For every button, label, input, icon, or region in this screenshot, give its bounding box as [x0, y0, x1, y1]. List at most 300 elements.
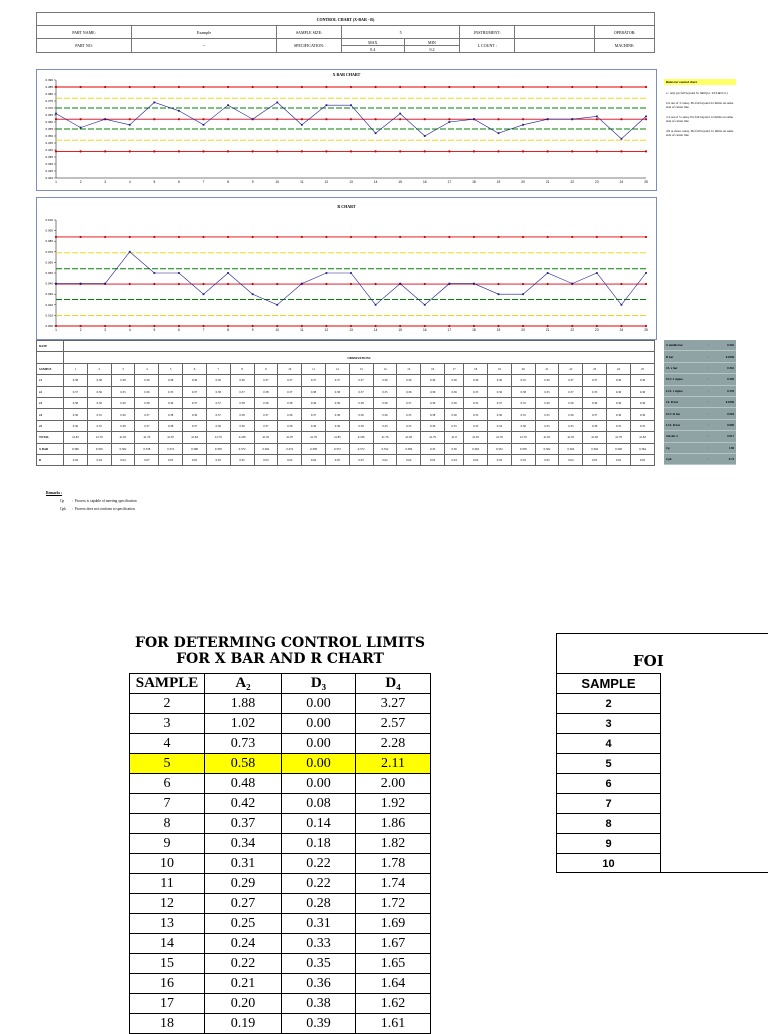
lcl-3sigma-line-marker	[399, 150, 401, 152]
table-cell[interactable]: 0.38	[64, 375, 88, 386]
constants-cell: 1.92	[356, 794, 431, 814]
table-cell[interactable]: 0.36	[535, 397, 559, 408]
table-cell[interactable]: 0.35	[87, 409, 111, 420]
ucl-3sigma-line-marker	[497, 236, 499, 238]
x-tick-label: 17	[447, 180, 452, 184]
center-line-marker	[350, 283, 352, 285]
table-cell[interactable]: 0.36	[64, 409, 88, 420]
stat-value: 0.0396	[716, 396, 736, 407]
stat-value: 0.385	[716, 374, 736, 385]
table-cell: 0.04	[111, 454, 135, 465]
data-point	[375, 132, 377, 134]
cpk-remark-text: Process does not conform to specification	[74, 507, 135, 511]
table-cell[interactable]: 0.36	[559, 397, 583, 408]
lcl-3sigma-line-marker	[547, 325, 549, 327]
table-cell[interactable]: 0.35	[373, 386, 397, 397]
table-cell[interactable]: 0.39	[630, 375, 654, 386]
sample-number: 14	[373, 363, 397, 374]
part-name-value[interactable]: Example	[132, 26, 277, 39]
y-tick-label: 0.010	[45, 313, 53, 318]
instrument-value[interactable]	[515, 26, 595, 39]
sample-number: 12	[325, 363, 349, 374]
table-cell[interactable]: 0.38	[230, 397, 254, 408]
constants-cell: 12	[130, 894, 205, 914]
sample-size-value[interactable]: 5	[342, 26, 460, 39]
ucl-3sigma-line-marker	[571, 86, 573, 88]
lcl-3sigma-line-marker	[448, 150, 450, 152]
stat-row: LCL R bar : 0.000	[664, 419, 736, 430]
stat-row: CL x bar : 0.362	[664, 362, 736, 373]
date-row[interactable]	[64, 341, 655, 352]
table-cell: 41.81	[535, 432, 559, 443]
x-tick-label: 2	[79, 328, 82, 332]
center-line-marker	[178, 283, 180, 285]
ucl-3sigma-line-marker	[301, 236, 303, 238]
ucl-3sigma-line-marker	[301, 86, 303, 88]
lcl-3sigma-line-marker	[153, 325, 155, 327]
x-tick-label: 22	[570, 180, 575, 184]
table-cell[interactable]: 0.38	[349, 397, 373, 408]
table-cell[interactable]: 0.36	[421, 397, 445, 408]
table-cell[interactable]: 0.36	[87, 386, 111, 397]
stat-value: 0.000	[716, 419, 736, 430]
data-point	[276, 102, 278, 104]
table-cell[interactable]: 0.36	[135, 386, 159, 397]
table-cell[interactable]: 0.37	[559, 386, 583, 397]
data-point	[621, 304, 623, 306]
table-cell[interactable]: 0.36	[373, 397, 397, 408]
table-cell[interactable]: 0.36	[302, 397, 326, 408]
table-cell[interactable]: 0.36	[206, 420, 230, 431]
table-cell[interactable]: 0.38	[230, 409, 254, 420]
constants-cell: 1.74	[356, 874, 431, 894]
partial-cell: 7	[557, 794, 661, 814]
table-cell[interactable]: 0.37	[230, 386, 254, 397]
constants-cell: 2.00	[356, 774, 431, 794]
table-row	[557, 774, 661, 794]
lcl-3sigma-line-marker	[202, 150, 204, 152]
table-cell[interactable]: 0.37	[183, 420, 207, 431]
table-cell[interactable]: 0.36	[373, 409, 397, 420]
center-line-marker	[301, 118, 303, 120]
table-cell[interactable]: 0.35	[559, 420, 583, 431]
constants-cell: 1.78	[356, 854, 431, 874]
table-cell[interactable]: 0.35	[511, 375, 535, 386]
lcl-3sigma-line-marker	[129, 325, 131, 327]
x-tick-label: 13	[349, 180, 353, 184]
x-tick-label: 24	[619, 328, 624, 332]
table-row	[130, 954, 431, 974]
table-cell[interactable]: 0.35	[464, 409, 488, 420]
lcl-3sigma-line-marker	[227, 325, 229, 327]
table-cell[interactable]: 0.35	[445, 420, 464, 431]
table-cell[interactable]: 0.36	[488, 409, 512, 420]
stat-row: UCL R bar : 0.084	[664, 408, 736, 419]
table-cell: 0.358	[302, 443, 326, 454]
table-cell[interactable]: 0.36	[159, 397, 183, 408]
table-row	[130, 894, 431, 914]
table-cell[interactable]: 0.36	[607, 397, 631, 408]
table-cell[interactable]: 0.36	[607, 375, 631, 386]
x-tick-label: 6	[178, 180, 180, 184]
sample-number: 3	[111, 363, 135, 374]
y-tick-label: 0.380	[45, 92, 53, 96]
row-label: TOTAL	[37, 432, 64, 443]
table-cell[interactable]: 0.38	[206, 386, 230, 397]
table-cell[interactable]: 0.37	[488, 397, 512, 408]
sample-number: 18	[464, 363, 488, 374]
data-point	[104, 118, 106, 120]
partial-cell: 9	[557, 834, 661, 854]
table-cell[interactable]: 0.37	[206, 409, 230, 420]
table-cell: 0.372	[349, 443, 373, 454]
table-cell: 0.362	[464, 443, 488, 454]
data-point	[596, 272, 598, 274]
lcl-3sigma-line-marker	[571, 325, 573, 327]
table-cell[interactable]: 0.36	[278, 409, 302, 420]
table-cell[interactable]: 0.37	[397, 397, 421, 408]
table-cell: 41.79	[421, 432, 445, 443]
table-cell[interactable]: 0.37	[254, 409, 278, 420]
table-cell[interactable]: 0.35	[373, 420, 397, 431]
table-cell[interactable]: 0.38	[159, 420, 183, 431]
stat-label: LCL R bar	[664, 419, 706, 430]
x-tick-label: 16	[422, 180, 427, 184]
y-tick-label: 0.030	[45, 292, 53, 297]
table-cell[interactable]: 0.39	[583, 397, 607, 408]
table-cell[interactable]: 0.36	[64, 420, 88, 431]
constants-cell: 0.38	[282, 994, 356, 1014]
table-cell[interactable]: 0.36	[421, 375, 445, 386]
table-cell[interactable]: 0.35	[464, 420, 488, 431]
table-cell[interactable]: 0.35	[535, 409, 559, 420]
table-cell[interactable]: 0.38	[159, 375, 183, 386]
table-cell[interactable]: 0.37	[302, 409, 326, 420]
x-tick-label: 13	[349, 328, 353, 332]
table-row	[130, 734, 431, 754]
table-cell[interactable]: 0.38	[64, 397, 88, 408]
data-point	[547, 272, 549, 274]
constants-cell: 13	[130, 914, 205, 934]
r-chart	[37, 198, 656, 339]
center-line-marker	[424, 118, 426, 120]
table-cell[interactable]: 0.35	[87, 420, 111, 431]
table-cell[interactable]: 0.36	[445, 375, 464, 386]
lcl-3sigma-line-marker	[301, 325, 303, 327]
table-cell[interactable]: 0.36	[87, 397, 111, 408]
x-tick-label: 10	[275, 328, 280, 332]
table-cell[interactable]: 0.36	[488, 375, 512, 386]
table-cell[interactable]: 0.37	[135, 420, 159, 431]
constants-cell: 0.34	[205, 834, 282, 854]
table-cell[interactable]: 0.36	[630, 386, 654, 397]
data-point	[473, 118, 475, 120]
table-cell[interactable]: 0.36	[421, 420, 445, 431]
table-cell[interactable]: 0.36	[135, 375, 159, 386]
table-cell[interactable]: 0.38	[135, 397, 159, 408]
table-cell: 41.76	[488, 432, 512, 443]
table-cell[interactable]: 0.34	[488, 420, 512, 431]
table-cell[interactable]: 0.35	[111, 386, 135, 397]
center-line-marker	[645, 283, 647, 285]
ucl-3sigma-line-marker	[55, 86, 57, 88]
stat-row: Std dev σ : 0.017	[664, 431, 736, 442]
sample-number: 23	[583, 363, 607, 374]
table-row	[557, 814, 661, 834]
table-cell[interactable]: 0.38	[325, 409, 349, 420]
sample-number: 13	[349, 363, 373, 374]
remarks-title: Remarks :	[46, 491, 63, 495]
table-cell[interactable]: 0.36	[111, 409, 135, 420]
constants-cell: 0.25	[205, 914, 282, 934]
table-cell[interactable]: 0.35	[535, 386, 559, 397]
data-point	[498, 132, 500, 134]
constants-cell: 0.35	[282, 954, 356, 974]
lcl-3sigma-line-marker	[620, 150, 622, 152]
table-cell[interactable]: 0.38	[159, 409, 183, 420]
table-cell: 41.81	[111, 432, 135, 443]
table-cell[interactable]: 0.38	[254, 386, 278, 397]
ucl-3sigma-line-marker	[79, 236, 81, 238]
table-cell[interactable]: 0.36	[630, 397, 654, 408]
table-cell[interactable]: 0.36	[445, 386, 464, 397]
table-cell[interactable]: 0.39	[630, 409, 654, 420]
sample-number: 17	[445, 363, 464, 374]
y-tick-label: 0.340	[45, 148, 53, 152]
table-cell[interactable]: 0.38	[111, 420, 135, 431]
table-cell[interactable]: 0.36	[183, 375, 207, 386]
table-cell[interactable]: 0.35	[397, 409, 421, 420]
stat-label: Cp	[664, 442, 706, 453]
table-cell[interactable]: 0.36	[325, 420, 349, 431]
table-cell: 41.81	[254, 432, 278, 443]
data-point	[350, 272, 352, 274]
x-tick-label: 19	[496, 328, 501, 332]
ucl-3sigma-line-marker	[252, 86, 254, 88]
x-tick-label: 19	[496, 180, 501, 184]
table-cell: 41.83	[64, 432, 88, 443]
ucl-3sigma-line-marker	[252, 236, 254, 238]
center-line-marker	[645, 118, 647, 120]
constants-cell: 0.37	[205, 814, 282, 834]
constants-cell: 0.31	[282, 914, 356, 934]
sample-number: 10	[278, 363, 302, 374]
table-cell[interactable]: 0.37	[325, 375, 349, 386]
ucl-3sigma-line-marker	[547, 86, 549, 88]
table-cell[interactable]: 0.35	[464, 397, 488, 408]
table-cell[interactable]: 0.36	[373, 375, 397, 386]
sample-number: 22	[559, 363, 583, 374]
ucl-3sigma-line-marker	[374, 236, 376, 238]
x-tick-label: 23	[595, 180, 599, 184]
table-cell[interactable]: 0.36	[302, 420, 326, 431]
xbar-chart	[37, 70, 656, 190]
table-cell[interactable]: 0.37	[559, 375, 583, 386]
table-cell[interactable]: 0.38	[111, 375, 135, 386]
table-cell: 0.348	[607, 443, 631, 454]
y-tick-label: 0.080	[45, 239, 53, 244]
table-cell[interactable]: 0.35	[630, 420, 654, 431]
table-cell[interactable]: 0.36	[278, 420, 302, 431]
table-cell[interactable]: 0.37	[349, 375, 373, 386]
table-cell[interactable]: 0.36	[230, 375, 254, 386]
date-label: DATE	[37, 341, 64, 352]
lcl-3sigma-line-marker	[325, 325, 327, 327]
table-cell: 41.82	[583, 432, 607, 443]
table-cell[interactable]: 0.35	[511, 409, 535, 420]
center-line-marker	[522, 118, 524, 120]
table-cell[interactable]: 0.36	[349, 409, 373, 420]
sample-number: 15	[397, 363, 421, 374]
stat-label: R bar	[664, 351, 706, 362]
stat-label: UCL 1 sigma	[664, 374, 706, 385]
table-cell[interactable]: 0.37	[206, 397, 230, 408]
table-cell[interactable]: 0.37	[183, 386, 207, 397]
table-cell[interactable]: 0.36	[488, 386, 512, 397]
partial-table-title: FOI	[633, 652, 664, 670]
table-cell[interactable]: 0.37	[278, 386, 302, 397]
table-cell[interactable]: 0.35	[397, 420, 421, 431]
max-value[interactable]: 0.4	[342, 46, 405, 53]
lcl-3sigma-line-marker	[178, 325, 180, 327]
ucl-3sigma-line-marker	[350, 236, 352, 238]
partial-cell: 5	[557, 754, 661, 774]
table-cell[interactable]: 0.37	[278, 375, 302, 386]
table-row	[130, 874, 431, 894]
table-cell[interactable]: 0.36	[607, 409, 631, 420]
cpk-remark-label: Cpk	[60, 507, 66, 511]
table-cell[interactable]: 0.36	[464, 375, 488, 386]
rules-panel	[664, 79, 736, 137]
data-point	[350, 104, 352, 106]
table-cell[interactable]: 0.37	[583, 375, 607, 386]
table-cell[interactable]: 0.39	[183, 409, 207, 420]
table-cell[interactable]: 0.35	[535, 420, 559, 431]
table-cell[interactable]: 0.36	[535, 375, 559, 386]
table-cell[interactable]: 0.36	[230, 420, 254, 431]
x-tick-label: 12	[324, 328, 329, 332]
lcl-3sigma-line-marker	[104, 325, 106, 327]
table-row	[130, 754, 431, 774]
x-tick-label: 5	[153, 328, 156, 332]
table-cell[interactable]: 0.38	[87, 375, 111, 386]
table-row	[130, 914, 431, 934]
lcl-3sigma-line-marker	[596, 325, 598, 327]
data-point	[375, 304, 377, 306]
table-cell[interactable]: 0.37	[349, 386, 373, 397]
min-value[interactable]: 0.2	[404, 46, 460, 53]
table-cell[interactable]: 0.37	[302, 375, 326, 386]
row-label: x5	[37, 420, 64, 431]
ucl-3sigma-line-marker	[350, 86, 352, 88]
data-point	[153, 102, 155, 104]
table-cell[interactable]: 0.36	[559, 409, 583, 420]
center-line-marker	[79, 118, 81, 120]
constants-cell: 3	[130, 714, 205, 734]
table-cell[interactable]: 0.36	[397, 386, 421, 397]
x-tick-label: 1	[55, 180, 57, 184]
table-cell: 41.86	[349, 432, 373, 443]
data-point	[301, 124, 303, 126]
table-cell: 0.362	[254, 443, 278, 454]
table-cell: 0.362	[111, 443, 135, 454]
ucl-3sigma-line-marker	[473, 236, 475, 238]
row-label: x1	[37, 375, 64, 386]
constants-cell: 3.27	[356, 694, 431, 714]
table-row	[130, 934, 431, 954]
table-cell[interactable]: 0.36	[583, 420, 607, 431]
table-cell[interactable]: 0.35	[464, 386, 488, 397]
table-cell[interactable]: 0.36	[607, 386, 631, 397]
table-cell[interactable]: 0.38	[421, 409, 445, 420]
ucl-3sigma-line-marker	[645, 86, 647, 88]
part-no-value[interactable]: --	[132, 39, 277, 53]
lcount-value[interactable]	[515, 39, 595, 53]
table-row	[557, 714, 661, 734]
table-cell[interactable]: 0.38	[302, 386, 326, 397]
data-point	[203, 124, 205, 126]
table-cell: 0.372	[325, 443, 349, 454]
table-cell[interactable]: 0.37	[583, 409, 607, 420]
table-cell[interactable]: 0.36	[511, 420, 535, 431]
table-cell[interactable]: 0.37	[64, 386, 88, 397]
y-tick-label: 0.360	[45, 120, 53, 124]
r-chart-title: R CHART	[337, 204, 356, 209]
constants-cell: 0.20	[205, 994, 282, 1014]
partial-constants-table	[556, 633, 768, 873]
table-cell[interactable]: 0.37	[183, 397, 207, 408]
stats-panel	[664, 340, 736, 465]
center-line-marker	[424, 283, 426, 285]
table-cell[interactable]: 0.38	[278, 397, 302, 408]
ucl-3sigma-line-marker	[55, 236, 57, 238]
table-cell[interactable]: 0.35	[607, 420, 631, 431]
table-cell[interactable]: 0.36	[421, 386, 445, 397]
table-cell: 41.81	[464, 432, 488, 443]
table-cell[interactable]: 0.35	[159, 386, 183, 397]
table-cell[interactable]: 0.38	[325, 386, 349, 397]
constants-cell: 1.69	[356, 914, 431, 934]
table-cell[interactable]: 0.36	[111, 397, 135, 408]
table-cell[interactable]: 0.36	[445, 397, 464, 408]
table-cell[interactable]: 0.36	[206, 375, 230, 386]
table-cell[interactable]: 0.35	[511, 397, 535, 408]
table-cell[interactable]: 0.39	[349, 420, 373, 431]
table-cell[interactable]: 0.37	[254, 375, 278, 386]
constants-cell: 2.28	[356, 734, 431, 754]
y-tick-label: 0.020	[45, 302, 53, 307]
rule-b: b:2 out of 3 consq. Pts fall beyond 2σ limits on same side of center line	[666, 101, 734, 109]
table-cell[interactable]: 0.36	[397, 375, 421, 386]
table-cell[interactable]: 0.36	[445, 409, 464, 420]
rule-d: d:9 or more consq. Pts fall beyond 1σ limits on same side of center line	[666, 129, 734, 137]
constants-cell: 0.00	[282, 734, 356, 754]
table-cell[interactable]: 0.35	[583, 386, 607, 397]
table-cell[interactable]: 0.38	[511, 386, 535, 397]
ucl-3sigma-line-marker	[202, 86, 204, 88]
table-row	[37, 443, 655, 454]
table-cell[interactable]: 0.37	[254, 420, 278, 431]
ucl-3sigma-line-marker	[178, 86, 180, 88]
row-label: x3	[37, 397, 64, 408]
constants-cell: 0.24	[205, 934, 282, 954]
table-cell[interactable]: 0.36	[325, 397, 349, 408]
table-cell[interactable]: 0.36	[254, 397, 278, 408]
partial-cell: 6	[557, 774, 661, 794]
table-cell[interactable]: 0.37	[135, 409, 159, 420]
ucl-3sigma-line-marker	[645, 236, 647, 238]
center-line-marker	[620, 118, 622, 120]
